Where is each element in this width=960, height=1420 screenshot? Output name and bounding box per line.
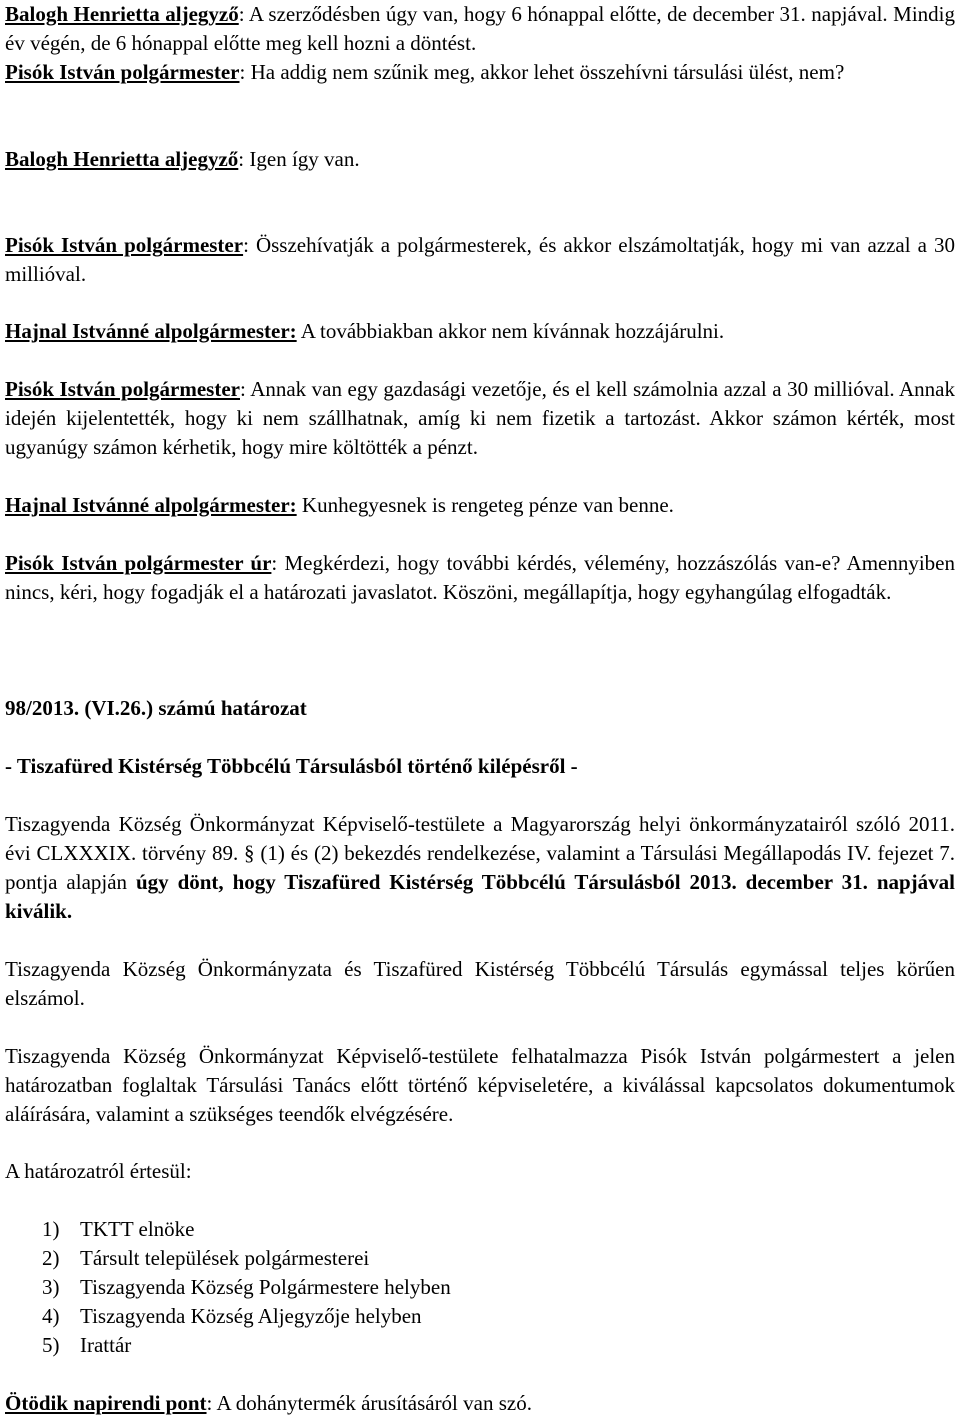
statement-text: Igen így van. — [244, 147, 360, 171]
agenda-item — [5, 1389, 955, 1418]
statement-text: Ha addig nem szűnik meg, akkor lehet összehívni társulási ülést, nem? — [245, 60, 845, 84]
speaker-name: Pisók István polgármester úr — [5, 551, 272, 575]
statement-text: A szerződésben úgy van, hogy 6 hónappal előtte, de december 31. napjával. Mindig év végén, de 6 hónappal előtte meg kell hozni a döntést. — [5, 2, 955, 55]
separator: : — [238, 147, 245, 171]
resolution-number: 98/2013. (VI.26.) számú határozat — [5, 696, 307, 720]
list-number: 5) — [42, 1333, 60, 1357]
notify-label: A határozatról értesül: — [5, 1159, 192, 1183]
minutes-paragraph — [5, 231, 955, 289]
list-number: 3) — [42, 1275, 60, 1299]
statement-text: A továbbiakban akkor nem kívánnak hozzájárulni. — [296, 319, 725, 343]
list-item — [42, 1302, 422, 1331]
minutes-paragraph — [5, 58, 955, 87]
resolution-body-3: Tiszagyenda Község Önkormányzat Képviselő-testülete felhatalmazza Pisók István polgármestert a jelen határozatban foglaltak Társulási Tanács előtt történő képviseletére, a kiválással kapcsolatos dokumentumok aláírására, valamint a szükséges teendők elvégzésére. — [5, 1044, 955, 1126]
speaker-name: Pisók István polgármester — [5, 233, 244, 257]
separator: : — [238, 2, 245, 26]
list-item — [42, 1273, 451, 1302]
list-number: 2) — [42, 1246, 60, 1270]
agenda-label: Ötödik napirendi pont — [5, 1391, 207, 1415]
list-text: TKTT elnöke — [80, 1217, 195, 1241]
speaker-name: Hajnal Istvánné alpolgármester: — [5, 319, 297, 343]
list-item — [42, 1331, 131, 1360]
resolution-body-1-text: Tiszagyenda Község Önkormányzat Képviselő-testülete a Magyarország helyi önkormányzatairól szóló 2011. évi CLXXXIX. törvény 89. § (1) és (2) bekezdés rendelkezése, valamint a Társulási Megállapodás IV. fejezet 7. pontja alapján — [5, 812, 955, 894]
list-number: 4) — [42, 1304, 60, 1328]
resolution-body-2: Tiszagyenda Község Önkormányzata és Tiszafüred Kistérség Többcélú Társulás egymással teljes körűen elszámol. — [5, 957, 955, 1010]
list-text: Irattár — [80, 1333, 132, 1357]
list-item — [42, 1215, 195, 1244]
list-item — [42, 1244, 369, 1273]
speaker-name: Hajnal Istvánné alpolgármester: — [5, 493, 297, 517]
statement-text: Megkérdezi, hogy további kérdés, vélemény, hozzászólás van-e? Amennyiben nincs, kéri, hogy fogadják el a határozati javaslatot. Köszöni, megállapítja, hogy egyhangúlag elfogadták. — [5, 551, 956, 604]
statement-text: Annak van egy gazdasági vezetője, és el kell számolnia azzal a 30 millióval. Annak idején kijelentették, hogy ki nem szállhatnak, amíg ki nem fizetik a tartozást. Akkor számon kérték, most ugyanúgy számon kérhetik, hogy mire költötték a pénzt. — [5, 377, 955, 459]
statement-text: Összehívatják a polgármesterek, és akkor elszámoltatják, hogy mi van azzal a 30 millióval. — [5, 233, 955, 286]
agenda-text: A dohánytermék árusításáról van szó. — [212, 1391, 532, 1415]
list-text: Tiszagyenda Község Polgármestere helyben — [80, 1275, 451, 1299]
minutes-paragraph — [5, 375, 955, 462]
list-text: Tiszagyenda Község Aljegyzője helyben — [80, 1304, 422, 1328]
speaker-name: Balogh Henrietta aljegyző — [5, 2, 239, 26]
separator: : — [239, 60, 246, 84]
separator: : — [206, 1391, 213, 1415]
resolution-body-1 — [5, 810, 955, 926]
minutes-paragraph — [5, 317, 955, 346]
separator: : — [240, 377, 246, 401]
resolution-decision: úgy dönt, hogy Tiszafüred Kistérség Többcélú Társulásból 2013. december 31. napjával kiválik. — [5, 870, 956, 923]
list-text: Társult települések polgármesterei — [80, 1246, 370, 1270]
separator: : — [243, 233, 249, 257]
speaker-name: Balogh Henrietta aljegyző — [5, 147, 239, 171]
minutes-paragraph — [5, 0, 955, 58]
resolution-subject: - Tiszafüred Kistérség Többcélú Társulásból történő kilépésről - — [5, 754, 578, 778]
minutes-paragraph — [5, 549, 955, 607]
minutes-paragraph — [5, 491, 955, 520]
minutes-paragraph — [5, 145, 955, 174]
statement-text: Kunhegyesnek is rengeteg pénze van benne. — [296, 493, 674, 517]
separator: : — [271, 551, 278, 575]
speaker-name: Pisók István polgármester — [5, 377, 240, 401]
speaker-name: Pisók István polgármester — [5, 60, 240, 84]
list-number: 1) — [42, 1217, 60, 1241]
